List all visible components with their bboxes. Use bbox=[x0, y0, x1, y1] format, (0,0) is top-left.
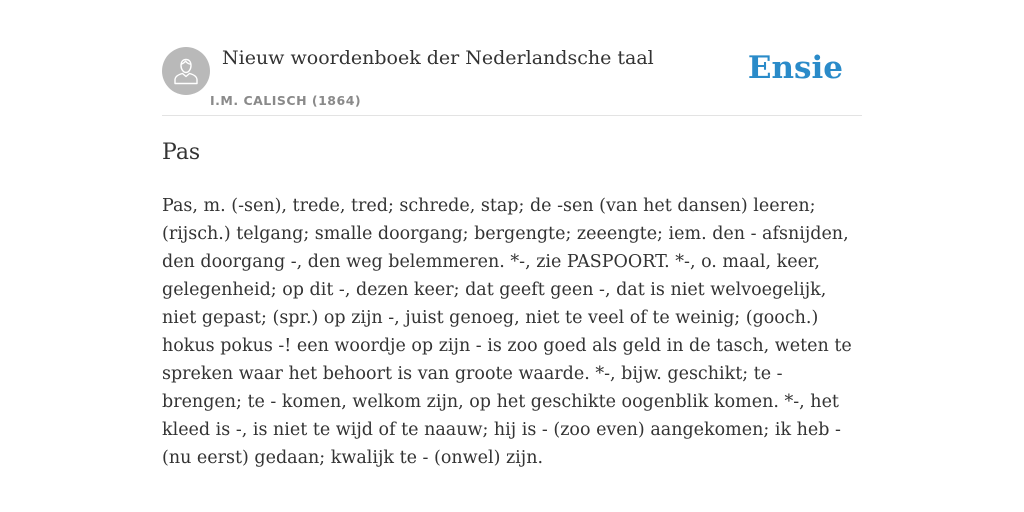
entry-title: Pas bbox=[162, 140, 201, 165]
entry-definition: Pas, m. (-sen), trede, tred; schrede, stap; de -sen (van het dansen) leeren; (rijsch.) telgang; smalle doorgang; bergengte; zeeengte; iem. den - afsnijden, den doorgang -, den weg belemmeren. *-, zie PASPOORT. *-, o. maal, keer, gelegenheid; op dit -, dezen keer; dat geeft geen -, dat is niet welvoegelijk, niet gepast; (spr.) op zijn -, juist genoeg, niet te veel of te weinig; (gooch.) hokus pokus -! een woordje op zijn - is zoo goed als geld in de tasch, weten te spreken waar het behoort is van groote waarde. *-, bijw. geschikt; te - brengen; te - komen, welkom zijn, op het geschikte oogenblik komen. *-, het kleed is -, is niet te wijd of te naauw; hij is - (zoo even) aangekomen; ik heb - (nu eerst) gedaan; kwalijk te - (onwel) zijn. bbox=[162, 196, 852, 468]
avatar[interactable] bbox=[162, 47, 210, 95]
user-outline-icon bbox=[173, 57, 199, 85]
source-header bbox=[162, 46, 862, 116]
ensie-logo-link[interactable]: Ensie bbox=[747, 50, 843, 86]
source-title[interactable]: Nieuw woordenboek der Nederlandsche taal bbox=[222, 47, 654, 69]
source-author: I.M. CALISCH (1864) bbox=[210, 93, 362, 108]
